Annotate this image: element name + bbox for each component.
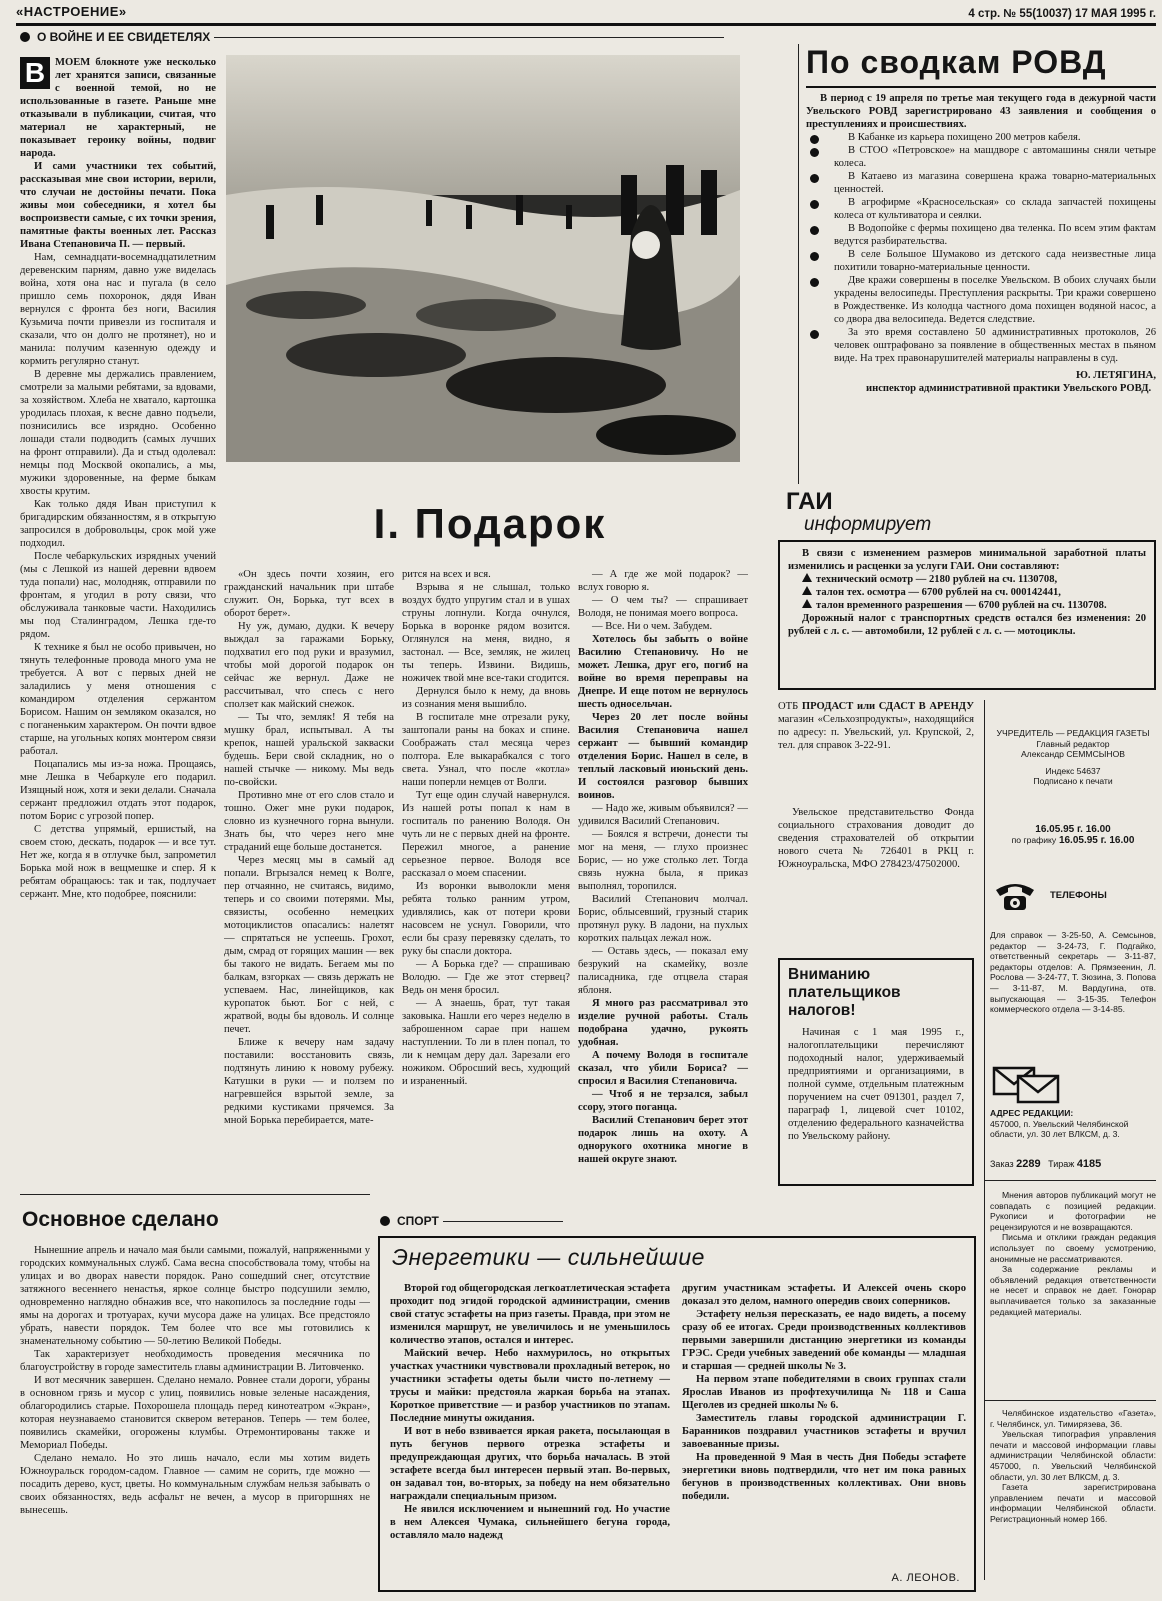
paragraph: Дернулся было к нему, да вновь из сознания меня вышибло. xyxy=(402,686,570,710)
paragraph: В госпитале мне отрезали руку, заштопали раны на боках и спине. Соображать стал месяца через полтора. Еле выкарабкался с того света. Узнал, что после «котла» наши поперли немцев от Волги. xyxy=(402,712,570,788)
paragraph: — Чтоб я не терзался, забыл ссору, этого поганца. xyxy=(578,1089,748,1113)
sport-col2 xyxy=(682,1282,966,1552)
column-rule xyxy=(984,700,985,1580)
phones-title: ТЕЛЕФОНЫ xyxy=(1050,890,1107,901)
paragraph: Василий Степанович молчал. Борис, облысевший, грузный старик протянул руку. В ладони, на пухлых коротких пальцах лежал нож. xyxy=(578,894,748,944)
gai-box xyxy=(778,540,1156,690)
publisher-item: Челябинское издательство «Газета», г. Челябинск, ул. Тимирязева, 36. xyxy=(990,1408,1156,1429)
column-rule xyxy=(798,44,799,484)
list-item: В агрофирме «Красносельская» со склада запчастей похищены колеса от культиватора и сеялки. xyxy=(806,196,1156,222)
paragraph: Через 20 лет после войны Василия Степановича нашел сержант — бывший командир отделения Борис. Нашел в селе, в теплый ласковый июньский день. И состоялся разговор бывших воинов. xyxy=(578,712,748,801)
war-rubric xyxy=(20,30,800,48)
print-time-1: 16.05.95 г. 16.00 xyxy=(1035,824,1111,835)
paragraph: Поцапались мы из-за ножа. Прощаясь, мне Лешка в Чебаркуле его подарил. Изящный нож, хотя и зеки делали. Сначала сержант предложил отдать этот подарок, потом Борис с угрозой попер. xyxy=(20,759,216,822)
bullet-icon xyxy=(20,32,30,42)
war-intro-2: И сами участники тех событий, рассказывая мне свои истории, верили, что случаи не достойны печати. Пока живы мои собеседники, я хотел бы воспроизвести самые, с их точки зрения, памятные факты военных лет. Рассказ Ивана Степановича П. — первый. xyxy=(20,161,216,250)
paragraph: Тут еще один случай навернулся. Из нашей роты попал к нам в госпиталь по ранению Володя. Он чуть ли не с первых дней на фронте. Пережил многое, а ранение серьезное первое. Володя все рассказал о моем спасении. xyxy=(402,790,570,879)
triangle-icon xyxy=(802,573,812,582)
paragraph: Заместитель главы городской администрации Г. Баранников поздравил участников эстафеты и вручил завоеванные призы. xyxy=(682,1413,966,1450)
war-article-col4 xyxy=(578,568,748,1186)
paragraph: После чебаркульских изрядных учений (мы с Лешкой из нашей деревни вдвоем туда попали) нас, молодняк, отправили по фронтам, я угодил в роту связи, что обслуживала танковые части. Находились мы под Сталинградом, Лешка где-то рядом. xyxy=(20,551,216,640)
list-item: За это время составлено 50 административных протоколов, 26 человек оштрафовано за появление в общественных местах в пьяном виде. На трех правонарушителей материалы направлены в суд. xyxy=(806,326,1156,365)
phones-list: Для справок — 3-25-50, А. Семсынов, редактор — 3-24-73, Г. Подгайко, ответственный секретарь — 3-11-87, редакторы отделов: А. Прямзеенин, Л. Рослова — 3-24-77, Т. Зюзина, З. Попова — 3-11-87, М. Вардугина, отв. выпускающая — 3-15-35. Телефон коммерческого отдела — 3-14-85. xyxy=(990,930,1156,1015)
paragraph: Не явился исключением и нынешний год. Но участие в нем Алексея Чумака, сильнейшего бегуна города, оставляло мало надежд xyxy=(390,1504,670,1541)
publisher-item: Газета зарегистрирована управлением печати и массовой информации Челябинской области. Регистрационный номер 166. xyxy=(990,1482,1156,1524)
paragraph: — А Борька где? — спрашиваю Володю. — Где же этот стервец? Ведь он меня бросил. xyxy=(402,959,570,996)
rovd-title: По сводкам РОВД xyxy=(806,44,1156,88)
rovd-article xyxy=(806,92,1156,482)
rubric-rule xyxy=(214,37,724,38)
article-title: I. Подарок xyxy=(373,500,607,547)
print-times xyxy=(990,824,1156,858)
masthead xyxy=(16,4,1156,26)
section-rule xyxy=(20,1194,370,1195)
rubric-label: СПОРТ xyxy=(397,1214,439,1228)
war-intro: МОЕМ блокноте уже несколько лет хранятся записи, связанные с военной темой, но не использованные в газете. Раньше мне отказывали в публикации, считая, что материал не характерный, не показывает героику войны, подвиг народа. xyxy=(20,57,216,159)
paragraph: Так характеризует необходимость проведения месячника по благоустройству в городе заместитель главы администрации В. Литовченко. xyxy=(20,1349,370,1373)
rubric-rule xyxy=(443,1221,563,1222)
sport-col1 xyxy=(390,1282,670,1586)
paragraph: «Он здесь почти хозяин, его гражданский начальник при штабе служит. Он, Борька, тут всех в оборот берет». xyxy=(224,569,394,619)
rovd-signature-title: инспектор административной практики Увельского РОВД. xyxy=(866,383,1152,394)
paragraph: Василий Степанович берет этот подарок лишь на охоту. А однорукого охотника многие в нашей округе знают. xyxy=(578,1115,748,1165)
list-item: В Катаево из магазина совершена кража товарно-материальных ценностей. xyxy=(806,170,1156,196)
bullet-icon xyxy=(380,1216,390,1226)
gai-item-2: талон тех. осмотра — 6700 рублей на сч. 000142441, xyxy=(788,586,1146,599)
list-item: В селе Большое Шумаково из детского сада неизвестные лица похитили товарно-материальные ценности. xyxy=(806,248,1156,274)
paragraph: Второй год общегородская легкоатлетическая эстафета проходит под эгидой городской администрации, сменив свой статус эстафеты на приз газеты. Правда, при этом не изменился маршрут, не увеличилось и не уменьшилось количество этапов, остался и интерес. xyxy=(390,1283,670,1346)
fund-text: Увельское представительство Фонда социального страхования доводит до сведения страхователей об открытии нового счета № 726401 в РКЦ г. Южноуральска, МФО 278423/47502000. xyxy=(778,807,974,870)
paragraph: На проведенной 9 Мая в честь Дня Победы эстафете энергетики вновь подтвердили, что нет им пока равных бегунов в производственных коллективах. Они вновь победили. xyxy=(682,1452,966,1502)
rovd-intro: В период с 19 апреля по третье мая текущего года в дежурной части Увельского РОВД зарегистрировано 43 заявления и сообщения о преступлениях и происшествиях. xyxy=(806,93,1156,130)
signed-label: Подписано к печати xyxy=(1033,776,1113,787)
gai-title-main: ГАИ xyxy=(786,490,833,515)
war-article-col3 xyxy=(402,568,570,1186)
paragraph: С детства упрямый, ершистый, на своем стою, дескать, подарок — и все тут. Нет же, когда я в отлучке был, запрометил Борька мой нож в вещмешке и спер. Я к ребятам обращаюсь: так и так, подлучает сержант. Мне, кто подобрее, пояснили: xyxy=(20,824,216,900)
imprint-rule xyxy=(984,1400,1156,1401)
paragraph: — О чем ты? — спрашивает Володя, не понимая моего вопроса. xyxy=(578,595,748,619)
main-done-article xyxy=(20,1244,370,1594)
triangle-icon xyxy=(802,586,812,595)
address-title: АДРЕС РЕДАКЦИИ: xyxy=(990,1108,1074,1118)
paragraph: Как только дядя Иван приступил к бригадирским обязанностям, я в открытую запросился в добровольцы, срок мой уже подходил. xyxy=(20,499,216,549)
paragraph: — А знаешь, брат, тут такая заковыка. Нашли его через неделю в заброшенном сарае при нашем наступлении. То ли в плен попал, то ли к немцам деру дал. Зарезали его ножиком. Обросший весь, худющий и израненный. xyxy=(402,998,570,1087)
editor-name: Александр СЕММСЫНОВ xyxy=(1020,749,1126,760)
list-item: В Кабанке из карьера похищено 200 метров кабеля. xyxy=(806,131,1156,144)
sport-box xyxy=(378,1236,976,1592)
paragraph: К технике я был не особо привычен, но тянуть телефонные провода много ума не требуется. А вот с первых дней не заладились у меня отношения с командиром отделения сержантом Борисом. Нашим он земляком оказался, но с поганеньким характером. Он почти вдвое старше, на угольных копях монтером связи работал. xyxy=(20,642,216,757)
publisher-info xyxy=(990,1408,1156,1558)
editorial-address xyxy=(990,1108,1156,1156)
paragraph: Хотелось бы забыть о войне Василию Степановичу. Но не может. Лешка, друг его, погиб на войне во время переправы на Днепре. И еще потом не вернулось шесть односельчан. xyxy=(578,634,748,710)
paragraph: Эстафету нельзя пересказать, ее надо видеть, а посему сразу об ее итогах. Среди производственных коллективов первыми завершили дистанцию энергетики из команды ГРЭС. Среди учебных заведений обе команды — младшая и старшая — средней школы № 3. xyxy=(682,1309,966,1372)
envelope-icon xyxy=(992,1062,1062,1104)
paragraph: Через месяц мы в самый ад попали. Вгрызался немец к Волге, пер отчаянно, не считаясь, видимо, теперь и со своими потерями. Мы, связисты, особенно немецких мотоциклистов опасались: налетят — спрятаться не успеешь. Грохот, дым, смрад от горящих машин — век бы такого не видать. Бегаем мы по балкам, взгорках — связь держать не успеваем. Нас, линейщиков, как куропаток бьют. Бог с ней, с жратвой, воды бы вдоволь. И солнце печет. xyxy=(224,855,394,1035)
paragraph: — Оставь здесь, — показал ему безрукий на скамейку, возле палисадника, где отцвела старая яблоня. xyxy=(578,946,748,996)
paragraph: Я много раз рассматривал это изделие ручной работы. Сталь подобрана удачно, рукоять удобная. xyxy=(578,998,748,1048)
paragraph: Противно мне от его слов стало и тошно. Ожег мне руки подарок, словно из кузнечного горна вынули. Знать бы, что через него мне страданий еще больше достанется. xyxy=(224,790,394,853)
fund-notice xyxy=(778,806,974,896)
paragraph: На первом этапе победителями в своих группах стали Ярослав Иванов из профтехучилища № 118 и Саша Щеголев из средней школы № 6. xyxy=(682,1374,966,1411)
founder-title: УЧРЕДИТЕЛЬ — РЕДАКЦИЯ ГАЗЕТЫ xyxy=(996,728,1150,738)
rovd-list xyxy=(806,131,1156,365)
paragraph: рится на всех и вся. xyxy=(402,569,491,580)
index: Индекс 54637 xyxy=(1045,765,1101,776)
otb-text: ОТБ ПРОДАСТ или СДАСТ В АРЕНДУ магазин «Сельхозпродукты», находящийся по адресу: п. Увельский, ул. Крупской, 2, тел. для справок 3-22-91. xyxy=(778,701,974,751)
sport-signature: А. ЛЕОНОВ. xyxy=(891,1572,960,1584)
rovd-signature: Ю. ЛЕТЯГИНА, xyxy=(1075,370,1156,381)
newspaper-name: «НАСТРОЕНИЕ» xyxy=(16,4,127,19)
print-time-2: по графику 16.05.95 г. 16.00 xyxy=(1011,835,1135,846)
disclaimer-item: За содержание рекламы и объявлений редакция ответственности не несет и справок не дает. Гонорар выплачивается только за заказанные редакцией материалы. xyxy=(990,1264,1156,1317)
paragraph: — Все. Ни о чем. Забудем. xyxy=(592,621,713,632)
paragraph: Майский вечер. Небо нахмурилось, но открытых участках участники чувствовали прохладный ветерок, но участники эстафеты одеты были чисто по-летнему — трусы и майки: предстояла жаркая борьба на этапах. Короткое приветствие — и разбор участников по этапам. Последние минуты ожидания. xyxy=(390,1348,670,1424)
disclaimer xyxy=(990,1190,1156,1370)
paragraph: Нам, семнадцати-восемнадцатилетним деревенским парням, давно уже виделась война, хотя она нас и пугала (в село пришло семь похоронок, дядя Иван вернулся с фронта без ноги, Василия Кузьмича почти привезли из госпиталя и сказали, что он долго не протянет), но и манила: получим казенную одежду и кормить регулярно станут. xyxy=(20,252,216,367)
paragraph: — Ты что, земляк! Я тебя на мушку брал, испытывал. А ты крепок, нашей уральской закваски будешь. Бери свой складник, но о нашей стычке — никому. Мы ведь по-свойски. xyxy=(224,712,394,788)
gai-intro: В связи с изменением размеров минимальной заработной платы изменились и расценки за услуги ГАИ. Они составляют: xyxy=(788,548,1146,572)
disclaimer-item: Письма и отклики граждан редакция использует по своему усмотрению, анонимные не рассматриваются. xyxy=(990,1232,1156,1264)
triangle-icon xyxy=(802,599,812,608)
main-done-title: Основное сделано xyxy=(22,1208,219,1231)
list-item: В Водопойке с фермы похищено два теленка. По всем этим фактам ведутся разбирательства. xyxy=(806,222,1156,248)
tax-notice-title: Вниманию плательщиков налогов! xyxy=(788,966,901,1019)
paragraph: — А где же мой подарок? — вслух говорю я. xyxy=(578,569,748,593)
rubric-label: О ВОЙНЕ И ЕЕ СВИДЕТЕЛЯХ xyxy=(37,30,211,44)
paragraph: Взрыва я не слышал, только воздух будто упругим стал и в ушах струны лопнули. Когда очнулся, Борька в воронке рядом возится. Оглянулся на меня, видно, я застонал. — Все, земляк, не жилец ты теперь. Извини. Видишь, ножичек твой мне все-таки сгодится. xyxy=(402,582,570,684)
sport-rubric xyxy=(380,1214,600,1232)
gai-item-3: талон временного разрешения — 6700 рублей на сч. 1130708. xyxy=(788,599,1146,612)
paragraph: другим участникам эстафеты. И Алексей очень скоро доказал это делом, намного опередив своих соперников. xyxy=(682,1283,966,1307)
tax-notice xyxy=(778,958,974,1186)
sport-title: Энергетики — сильнейшие xyxy=(392,1244,705,1270)
otb-ad xyxy=(778,700,974,772)
paragraph: Ближе к вечеру нам задачу поставили: восстановить связь, подтянуть линию к новому рубежу. Катушки в руки — и ползем по нагревшейся взрытой земле, за редкими кустиками прячемся. За мной Борька перебирается, мате- xyxy=(224,1037,394,1126)
gai-item-1: технический осмотр — 2180 рублей на сч. 1130708, xyxy=(788,573,1146,586)
issue-info: 4 стр. № 55(10037) 17 МАЯ 1995 г. xyxy=(968,8,1156,20)
paragraph: В деревне мы держались правлением, смотрели за малыми ребятами, за вдовами, за хозяйством. Хлеба не хватало, картошка уродилась плохая, к весне давно подъели, познисились все изрядно. Особенно лошади стали подводить (самых лучших на фронт отправили). Да и стыд одолевал: немцы под Москвой окопались, а мы, мужики здоровенные, на ферме быкам хвосты крутим. xyxy=(20,369,216,497)
telephone-icon xyxy=(992,876,1038,914)
disclaimer-item: Мнения авторов публикаций могут не совпадать с позицией редакции. Рукописи и фотографии не рецензируются и не возвращаются. xyxy=(990,1190,1156,1232)
founder-info xyxy=(990,728,1156,826)
paragraph: Ну уж, думаю, дудки. К вечеру выждал за гаражами Борьку, подхватил его под руки и вразумил, чтобы мой дорогой подарок он сейчас же вернул. Даже не рассчитывал, что спесь с него сползет как майский снежок. xyxy=(224,621,394,710)
list-item: В СТОО «Петровское» на машдворе с автомашины сняли четыре колеса. xyxy=(806,144,1156,170)
tax-notice-body xyxy=(788,1026,964,1143)
gai-title-sub: информирует xyxy=(804,514,932,535)
paragraph: Сделано немало. Но это лишь начало, если мы хотим видеть Южноуральск городом-садом. Главное — самим не сорить, где можно — посадить дерево, куст, цветы. Но коммунальным службам нельзя забывать о своих обязанностях, ведь асфальт не вечен, а мусор в пригоршнях не вынесешь. xyxy=(20,1453,370,1516)
editor-label: Главный редактор xyxy=(1036,738,1110,749)
order-run: Заказ 2289 Тираж 4185 xyxy=(990,1158,1102,1170)
war-article-col1 xyxy=(20,56,216,1186)
drop-cap: В xyxy=(20,57,50,89)
paragraph: — Боялся я встречи, донести ты мог на меня, — глухо произнес Борис, — но уже столько лет. Тогда связь нужна была, я приказ выполнял, торопился. xyxy=(578,829,748,892)
paragraph: И вот месячник завершен. Сделано немало. Ровнее стали дороги, убраны в основном грязь и мусор с улиц, появились новые зеленые насаждения, облагородились старые. Похорошела площадь перед кинотеатром «Экран», которая неузнаваемо становится сквером ветеранов. Теперь — тем более, появились скамейки, огорожены клумбы. Отремонтированы также и Мемориал Победы. xyxy=(20,1375,370,1451)
tax-notice-text: Начиная с 1 мая 1995 г., налогоплательщики перечисляют подоходный налог, удерживаемый предприятиями и организациями, в полной сумме, отдельным платежным поручением на счет 091301, раздел 7, параграф 1, лицевой счет 10102, отделению федерального казначейства по Увельскому району. xyxy=(788,1027,964,1142)
address-text: 457000, п. Увельский Челябинской области, ул. 30 лет ВЛКСМ, д. 3. xyxy=(990,1118,1129,1140)
paragraph: А почему Володя в госпитале сказал, что убили Бориса? — спросил я Василия Степановича. xyxy=(578,1050,748,1087)
war-article-col2 xyxy=(224,568,394,1186)
paragraph: И вот в небо взвивается яркая ракета, посылающая в путь бегунов первого отрезка эстафеты и предупреждающая других, что борьба началась. В этой эстафете всегда был интересен первый этап. Во-первых, он задавал тон, во-вторых, за победу на нем обязательно награждали специальным призом. xyxy=(390,1426,670,1502)
publisher-item: Увельская типография управления печати и массовой информации главы администрации Челябинской области: 457000, п. Увельский Челябинской области, ул. 30 лет ВЛКСМ, д. 3. xyxy=(990,1429,1156,1482)
war-photo xyxy=(226,55,740,462)
paragraph: Нынешние апрель и начало мая были самыми, пожалуй, напряженными у городских коммунальных служб. Сама весна способствовала тому, чтобы на улицах и во дворах навести порядок. Рано сошедший снег, отсутствие затяжного весеннего ненастья, яркое солнце быстро подсушили землю, одновременно наглядно обнажив все, что накопилось за последние годы — ямы на дорогах и тротуарах, кучи мусора даже на улицах. Все предстояло убрать, навести порядок. Тем более что все мы готовились к знаменательному событию — 50-летию Великой Победы. xyxy=(20,1245,370,1347)
imprint-rule xyxy=(984,1180,1156,1181)
list-item: Две кражи совершены в поселке Увельском. В обоих случаях были украдены велосипеды. Преступления раскрыты. Три кражи совершено в Рождественке. Из колодца частного дома похищен водяной насос, а со двора два велосипеда. Ведется следствие. xyxy=(806,274,1156,326)
battlefield-photo-icon xyxy=(226,55,740,462)
paragraph: — Надо же, живым объявился? — удивился Василий Степанович. xyxy=(578,803,748,827)
paragraph: Из воронки выволокли меня ребята только ранним утром, удивлялись, как от потери крови насовсем не уснул. Говорили, что если бы сразу перевязку сделать, то руку бы спасли доктора. xyxy=(402,881,570,957)
gai-tax: Дорожный налог с транспортных средств остался без изменения: 20 рублей с л. с. — автомобили, 12 рублей с л. с. — мотоциклы. xyxy=(788,613,1146,637)
